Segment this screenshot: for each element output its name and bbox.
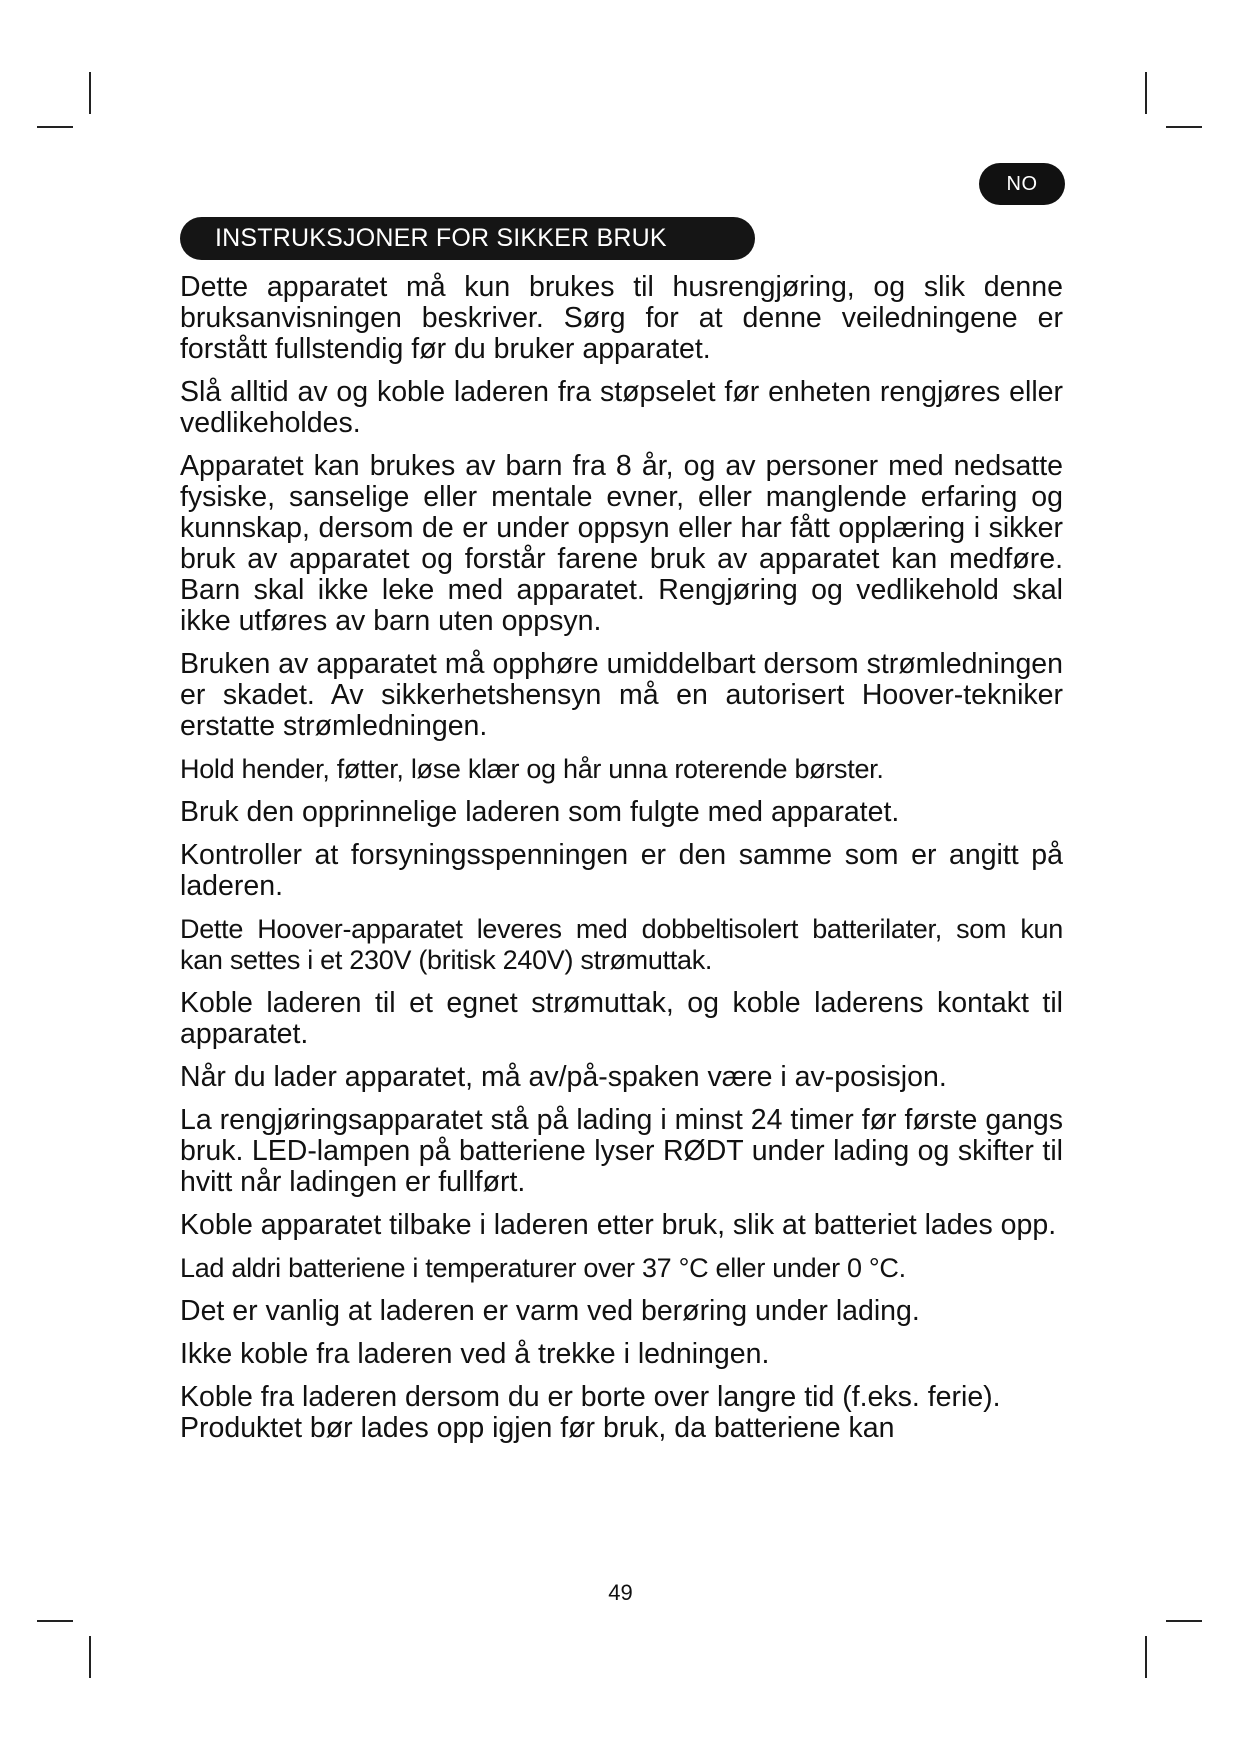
language-badge: NO xyxy=(979,163,1065,205)
crop-mark-top-left-vertical xyxy=(89,72,91,114)
crop-mark-bottom-left-horizontal xyxy=(37,1620,73,1622)
crop-mark-top-right-vertical xyxy=(1145,72,1147,114)
paragraph-original-charger: Bruk den opprinnelige laderen som fulgte med apparatet. xyxy=(180,796,900,828)
crop-mark-top-right-horizontal xyxy=(1166,126,1202,128)
crop-mark-bottom-right-horizontal xyxy=(1166,1620,1202,1622)
paragraph-switch-off-while-charging: Når du lader apparatet, må av/på-spaken være i av-posisjon. xyxy=(180,1061,947,1093)
paragraph-damaged-cord: Bruken av apparatet må opphøre umiddelbart dersom strømledningen er skadet. Av sikkerhetshensyn må en autorisert Hoover-tekniker erstatte strømledningen. xyxy=(180,648,1063,742)
paragraph-unplug-before-cleaning: Slå alltid av og koble laderen fra støpselet før enheten rengjøres eller vedlikeholdes. xyxy=(180,376,1063,439)
paragraph-children-supervision: Apparatet kan brukes av barn fra 8 år, og av personer med nedsatte fysiske, sanselige eller mentale evner, eller manglende erfaring og kunnskap, dersom de er under oppsyn eller har fått opplæring i sikker bruk av apparatet og forstår farene bruk av apparatet kan medføre. Barn skal ikke leke med apparatet. Rengjøring og vedlikehold skal ikke utføres av barn uten oppsyn. xyxy=(180,450,1063,637)
paragraph-charger-warm: Det er vanlig at laderen er varm ved berøring under lading. xyxy=(180,1295,920,1327)
paragraph-rotating-brushes: Hold hender, føtter, løse klær og hår unna roterende børster. xyxy=(180,754,884,784)
paragraph-double-insulated: Dette Hoover-apparatet leveres med dobbeltisolert batterilater, som kun kan settes i et 230V (britisk 240V) strømuttak. xyxy=(180,914,1063,975)
section-title: INSTRUKSJONER FOR SIKKER BRUK xyxy=(180,217,755,260)
paragraph-household-use: Dette apparatet må kun brukes til husrengjøring, og slik denne bruksanvisningen beskriver. Sørg for at denne veiledningene er forstått fullstendig før du bruker apparatet. xyxy=(180,271,1063,365)
paragraph-connect-charger: Koble laderen til et egnet strømuttak, og koble laderens kontakt til apparatet. xyxy=(180,987,1063,1050)
page-number: 49 xyxy=(608,1580,633,1605)
paragraph-recharge-after-use: Koble apparatet tilbake i laderen etter bruk, slik at batteriet lades opp. xyxy=(180,1209,1057,1241)
paragraph-do-not-pull-cord: Ikke koble fra laderen ved å trekke i ledningen. xyxy=(180,1338,770,1370)
paragraph-supply-voltage: Kontroller at forsyningsspenningen er den samme som er angitt på laderen. xyxy=(180,839,1063,902)
crop-mark-bottom-right-vertical xyxy=(1145,1636,1147,1678)
paragraph-first-charge: La rengjøringsapparatet stå på lading i minst 24 timer før første gangs bruk. LED-lampen på batteriene lyser RØDT under lading og skifter til hvitt når ladingen er fullført. xyxy=(180,1104,1063,1198)
paragraph-disconnect-when-away: Koble fra laderen dersom du er borte over langre tid (f.eks. ferie). Produktet bør lades opp igjen før bruk, da batteriene kan xyxy=(180,1381,1001,1444)
crop-mark-bottom-left-vertical xyxy=(89,1636,91,1678)
paragraph-temperature-limits: Lad aldri batteriene i temperaturer over 37 °C eller under 0 °C. xyxy=(180,1253,906,1283)
crop-mark-top-left-horizontal xyxy=(37,126,73,128)
instructions-body xyxy=(180,272,1063,1456)
